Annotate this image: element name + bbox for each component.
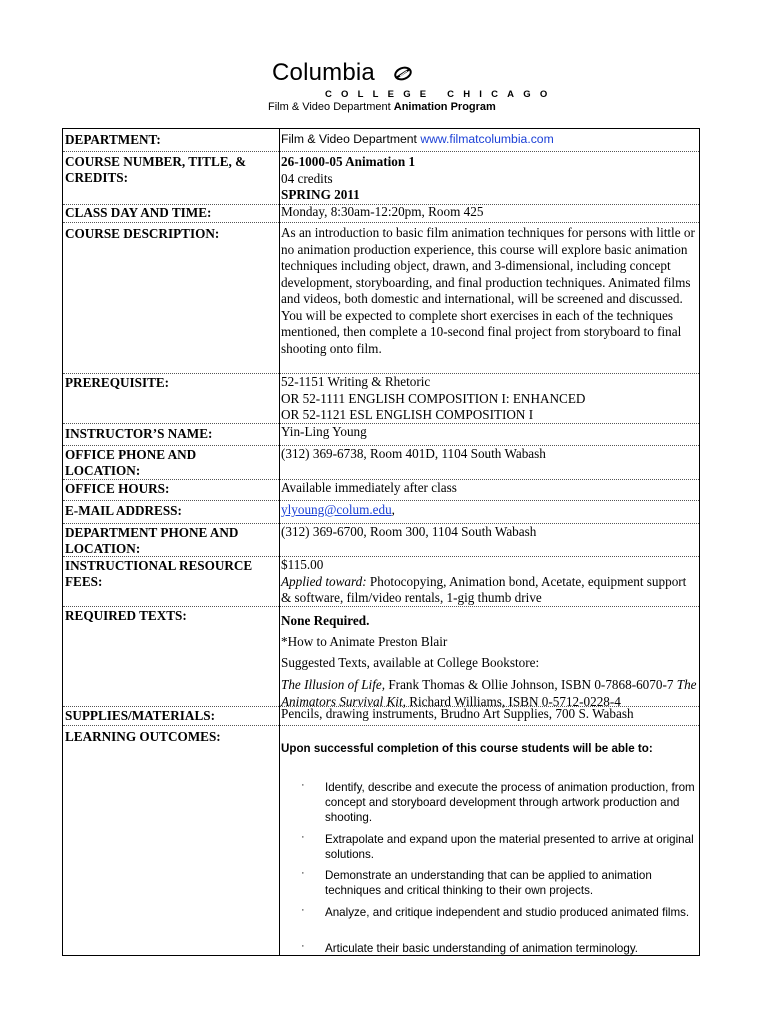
book-title: The Illusion of Life,: [281, 677, 386, 692]
course-label: COURSE NUMBER, TITLE, & CREDITS:: [65, 154, 247, 185]
email-link[interactable]: ylyoung@colum.edu: [281, 502, 392, 517]
department-text: Film & Video Department: [281, 132, 421, 146]
row-divider: [63, 222, 699, 223]
course-value: [281, 154, 697, 204]
dept-phone-label: DEPARTMENT PHONE AND LOCATION:: [65, 525, 239, 556]
department-program-line: [268, 101, 496, 113]
fees-value: [281, 557, 697, 607]
prerequisite-value: [281, 374, 697, 424]
office-value: (312) 369-6738, Room 401D, 1104 South Wabash: [281, 446, 546, 461]
row-divider: [63, 500, 699, 501]
outcomes-intro: Upon successful completion of this course students will be able to:: [281, 742, 653, 755]
syllabus-table: [62, 128, 700, 956]
outcome-item: [301, 831, 697, 862]
instructor-label: INSTRUCTOR’S NAME:: [65, 426, 213, 441]
college-logo-name: Columbia: [272, 59, 375, 86]
course-number-title: 26-1000-05 Animation 1: [281, 154, 416, 169]
program-name: Animation Program: [393, 101, 496, 113]
dept-phone-value: (312) 369-6700, Room 300, 1104 South Wabash: [281, 524, 537, 539]
office-hours-label: OFFICE HOURS:: [65, 481, 170, 496]
outcome-item: [301, 867, 697, 898]
book-details: Frank Thomas & Ollie Johnson, ISBN 0-7868-6070-7: [385, 677, 677, 692]
prerequisite-label: PREREQUISITE:: [65, 375, 170, 390]
description-value: As an introduction to basic film animation techniques for persons with little or no animation production experience, this course will explore basic animation techniques including object, drawn, and 3-dimensional, including concept development, storyboarding, and final production techniques. Animated films and videos, both domestic and international, will be screened and discussed. You will be expected to complete short exercises in each of the techniques mentioned, then complete a 10-second final project from storyboard to final shooting onto film.: [281, 225, 695, 356]
college-logo-subtitle: COLLEGE CHICAGO: [325, 89, 557, 100]
texts-suggested-books: [281, 676, 697, 710]
texts-suggested-heading: Suggested Texts, available at College Bookstore:: [281, 655, 540, 670]
course-credits: 04 credits: [281, 170, 333, 186]
prerequisite-line: OR 52-1111 ENGLISH COMPOSITION I: ENHANCED: [281, 390, 586, 406]
description-label: COURSE DESCRIPTION:: [65, 226, 220, 241]
outcomes-label: LEARNING OUTCOMES:: [65, 729, 221, 744]
outcome-item: [301, 904, 697, 920]
row-divider: [63, 725, 699, 726]
prerequisite-line: 52-1151 Writing & Rhetoric: [281, 374, 431, 389]
email-suffix: ,: [391, 502, 395, 517]
bullet-icon: ·: [301, 940, 305, 952]
fees-label: INSTRUCTIONAL RESOURCE FEES:: [65, 558, 253, 589]
outcome-text: Analyze, and critique independent and studio produced animated films.: [325, 906, 690, 919]
college-logo-icon: [393, 66, 413, 81]
bullet-icon: ·: [301, 867, 305, 879]
book-details: Richard Williams, ISBN 0-5712-0228-4: [405, 694, 621, 709]
column-divider: [279, 129, 280, 955]
fees-applied-label: Applied toward:: [281, 573, 367, 589]
department-name: Film & Video Department: [268, 101, 394, 113]
office-label: OFFICE PHONE AND LOCATION:: [65, 447, 197, 478]
row-divider: [63, 151, 699, 152]
texts-optional: *How to Animate Preston Blair: [281, 634, 448, 649]
email-label: E-MAIL ADDRESS:: [65, 503, 182, 518]
class-time-label: CLASS DAY AND TIME:: [65, 205, 212, 220]
bullet-icon: ·: [301, 779, 305, 791]
outcome-item: [301, 940, 697, 956]
texts-label: REQUIRED TEXTS:: [65, 608, 187, 623]
fees-applied-text: Photocopying, Animation bond, Acetate, equipment support & software, film/video rentals, 1-gig thumb drive: [281, 573, 687, 605]
supplies-label: SUPPLIES/MATERIALS:: [65, 708, 215, 723]
class-time-value: Monday, 8:30am-12:20pm, Room 425: [281, 204, 484, 219]
outcome-text: Extrapolate and expand upon the material presented to arrive at original solutions.: [325, 833, 694, 861]
outcome-item: [301, 779, 697, 825]
prerequisite-line: OR 52-1121 ESL ENGLISH COMPOSITION I: [281, 407, 534, 422]
outcome-text: Identify, describe and execute the process of animation production, from concept and storyboard development through artwork production and shooting.: [325, 781, 695, 824]
texts-value: [281, 610, 697, 710]
texts-required: None Required.: [281, 613, 370, 628]
department-website-link[interactable]: www.filmatcolumbia.com: [420, 132, 554, 146]
office-hours-value: Available immediately after class: [281, 480, 457, 495]
book-title: The Animators Survival Kit,: [281, 677, 697, 709]
outcome-text: Demonstrate an understanding that can be applied to animation techniques and critical thinking to their own projects.: [325, 869, 652, 897]
department-value: [281, 131, 697, 148]
fees-applied: [281, 574, 697, 607]
supplies-value: Pencils, drawing instruments, Brudno Art Supplies, 700 S. Wabash: [281, 706, 634, 721]
bullet-icon: ·: [301, 904, 305, 916]
outcome-text: Articulate their basic understanding of animation terminology.: [325, 942, 638, 955]
instructor-value: Yin-Ling Young: [281, 424, 367, 439]
fees-amount: $115.00: [281, 557, 324, 572]
department-label: DEPARTMENT:: [65, 132, 161, 147]
email-value: [281, 502, 697, 519]
course-term: SPRING 2011: [281, 187, 360, 202]
bullet-icon: ·: [301, 831, 305, 843]
